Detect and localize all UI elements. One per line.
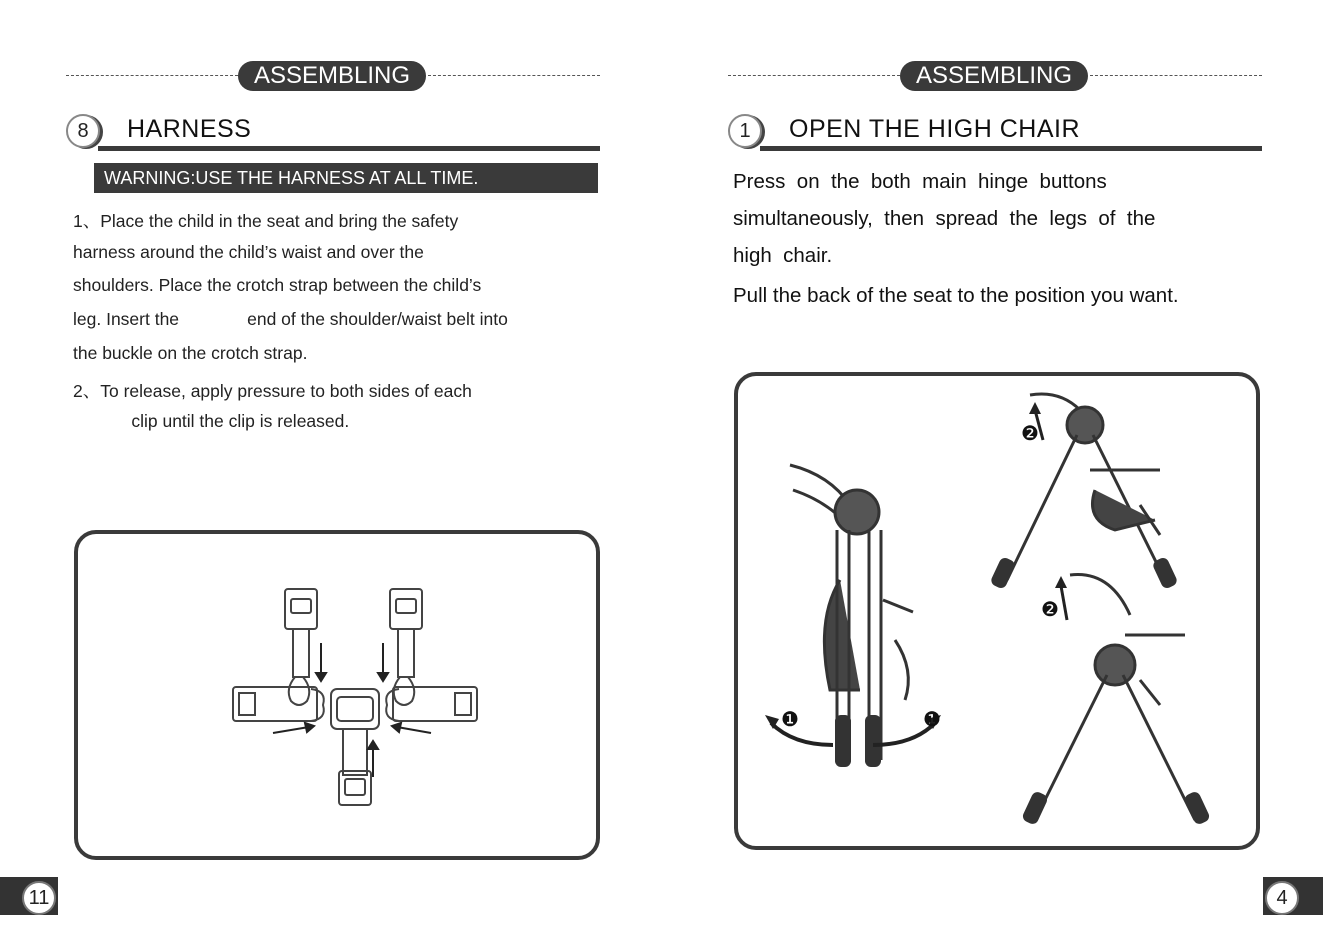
header-dash-right-a xyxy=(728,75,900,76)
page-number-left: 11 xyxy=(22,881,56,915)
marker-two-bottom: ❷ xyxy=(1041,597,1059,621)
marker-one-left: ❶ xyxy=(781,707,799,731)
section-pill-right: ASSEMBLING xyxy=(900,61,1088,91)
marker-one-right: ❶ xyxy=(923,707,941,731)
header-dash-right-b xyxy=(1090,75,1262,76)
marker-two-top: ❷ xyxy=(1021,421,1039,445)
page-number-right: 4 xyxy=(1265,881,1299,915)
text-line: Press on the both main hinge buttons xyxy=(733,170,1107,193)
text-line: 2、To release, apply pressure to both sides of each xyxy=(73,381,472,401)
step-number-left: 8 xyxy=(66,114,100,148)
text-line: the buckle on the crotch strap. xyxy=(73,343,308,363)
title-rule-right xyxy=(760,146,1262,151)
text-line: harness around the child’s waist and over the xyxy=(73,242,424,262)
harness-buckle-icon xyxy=(225,585,485,810)
text-line: shoulders. Place the crotch strap between the child’s xyxy=(73,275,482,295)
text-line: Pull the back of the seat to the position you want. xyxy=(733,284,1179,307)
text-line: simultaneously, then spread the legs of the xyxy=(733,207,1156,230)
step-title-right: OPEN THE HIGH CHAIR xyxy=(789,115,1081,143)
text-line: high chair. xyxy=(733,244,833,267)
header-dash-left-b xyxy=(428,75,600,76)
step-title-left: HARNESS xyxy=(127,115,252,143)
text-line: leg. Insert the end of the shoulder/waist belt into xyxy=(73,309,508,329)
warning-banner: WARNING:USE THE HARNESS AT ALL TIME. xyxy=(94,163,598,193)
step-number-right: 1 xyxy=(728,114,762,148)
section-pill-left: ASSEMBLING xyxy=(238,61,426,91)
high-chair-icon xyxy=(745,380,1245,835)
header-dash-left-a xyxy=(66,75,238,76)
text-line: 1、Place the child in the seat and bring the safety xyxy=(73,211,459,231)
text-line: clip until the clip is released. xyxy=(73,411,350,431)
title-rule-left xyxy=(98,146,600,151)
